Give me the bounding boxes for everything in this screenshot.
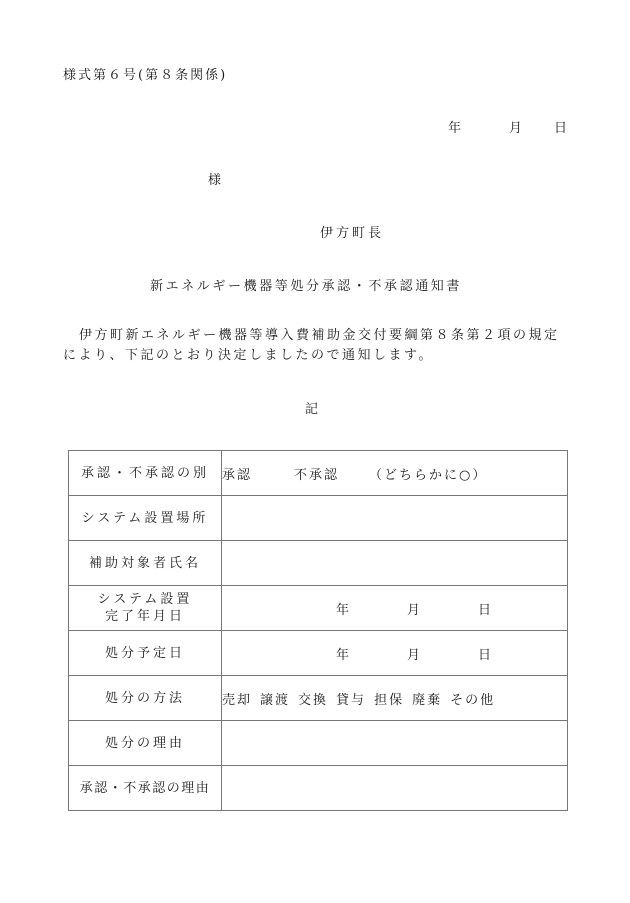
install-location-label: システム設置場所 [69,496,222,541]
year-unit: 年 [336,602,352,618]
document-title: 新エネルギー機器等処分承認・不承認通知書 [150,279,463,294]
disapprove-option: 不承認 [294,467,340,483]
choice-note: （どちらかに○） [369,467,488,483]
disposal-method-options[interactable] [222,676,568,721]
table-row [69,631,568,676]
table-row [69,721,568,766]
completion-date-field[interactable] [222,586,568,631]
completion-date-label-line1: システム設置 [97,592,193,607]
planned-disposal-date-field[interactable] [222,631,568,676]
method-exchange: 交換 [298,692,329,708]
method-discard: 廃棄 [412,692,443,708]
table-row [69,496,568,541]
approve-option: 承認 [222,467,253,483]
approval-type-value[interactable] [222,451,568,496]
disposal-reason-field[interactable] [222,721,568,766]
date-year-label: 年 [448,121,462,136]
form-number: 様式第６号(第８条関係) [63,68,228,83]
planned-disposal-date-label: 処分予定日 [69,631,222,676]
body-paragraph: 伊方町新エネルギー機器等導入費補助金交付要綱第８条第２項の規定により、下記のとおり決定しましたので通知します。 [63,328,560,363]
method-transfer: 譲渡 [260,692,291,708]
recipient-name-field[interactable] [222,541,568,586]
table-row [69,541,568,586]
completion-date-label [69,586,222,631]
month-unit: 月 [407,647,423,663]
issue-date [448,117,567,136]
date-day-label: 日 [554,121,568,136]
day-unit: 日 [478,647,494,663]
year-unit: 年 [336,647,352,663]
details-table [68,450,568,811]
method-other: その他 [450,692,496,708]
recipient-name-label: 補助対象者氏名 [69,541,222,586]
day-unit: 日 [478,602,494,618]
disposal-reason-label: 処分の理由 [69,721,222,766]
method-lend: 貸与 [336,692,367,708]
date-month-label: 月 [509,121,523,136]
completion-date-label-line2: 完了年月日 [104,609,185,624]
method-sale: 売却 [222,692,253,708]
month-unit: 月 [407,602,423,618]
table-row [69,451,568,496]
method-collateral: 担保 [374,692,405,708]
table-row [69,766,568,811]
addressee-suffix: 様 [208,173,222,188]
decision-reason-field[interactable] [222,766,568,811]
table-row [69,676,568,721]
table-row [69,586,568,631]
sender-name: 伊方町長 [320,226,385,241]
disposal-method-label: 処分の方法 [69,676,222,721]
approval-type-label: 承認・不承認の別 [69,451,222,496]
ki-heading: 記 [305,402,319,417]
decision-reason-label: 承認・不承認の理由 [69,766,222,811]
install-location-field[interactable] [222,496,568,541]
